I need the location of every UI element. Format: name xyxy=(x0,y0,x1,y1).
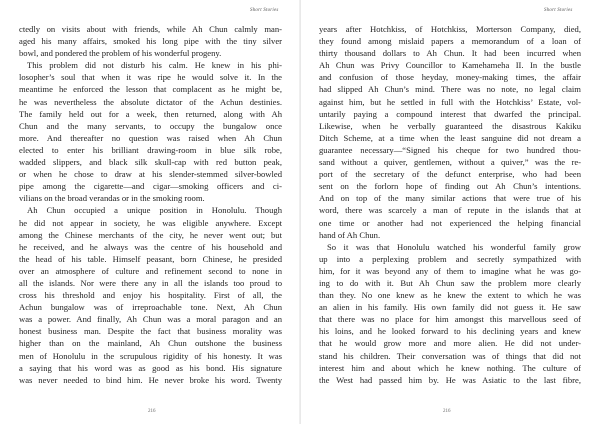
text-line: he received, and he always was the centre of his household and xyxy=(19,241,282,252)
text-line: that there was no place for him amongst this marvellous seed of xyxy=(319,314,581,325)
text-line: they found among mislaid papers a memorandum of a loan of xyxy=(319,36,581,47)
text-line: more. And thereafter no question was raised when Ah Chun xyxy=(19,132,282,143)
text-line: sand without a quiver, gentlemen, without a quiver,” was the re- xyxy=(319,157,581,168)
text-line: sent on the forlorn hope of finding out Ah Chun’s intentions. xyxy=(319,181,581,192)
text-line: among the Chinese merchants of the city, he never went out; but xyxy=(19,229,282,240)
text-line: thirty thousand dollars to Ah Chun. It had been incurred when xyxy=(319,48,581,59)
right-page xyxy=(300,0,600,424)
text-line: aged his many affairs, smoked his long pipe with the tiny silver xyxy=(19,36,282,47)
text-line: Chun and the many servants, to occupy the bungalow once xyxy=(19,120,282,131)
text-line: years after Hotchkiss, of Hotchkiss, Morterson Company, died, xyxy=(319,24,581,34)
text-line: all the islands. Nor were there any in all the islands too proud to xyxy=(19,277,282,288)
text-line: the head of his table. Himself peasant, born Chinese, he presided xyxy=(19,253,282,264)
text-line: Ah Chun occupied a unique position in Honolulu. Though xyxy=(27,205,282,216)
text-line: And on top of the many similar actions that were true of his xyxy=(319,193,581,204)
text-line: word, there was scarcely a man of repute in the islands that at xyxy=(319,205,581,216)
text-line: So it was that Honolulu watched his wonderful family grow xyxy=(327,241,581,252)
text-line: he did not appear in society, he was eligible anywhere. Except xyxy=(19,217,282,228)
text-line: against him, but he settled in full with the Hotchkiss’ Estate, vol- xyxy=(319,96,581,107)
text-line: stand his children. Their conversation was of things that did not xyxy=(319,350,581,361)
text-line: up into a perplexing problem and secretly sympathized with xyxy=(319,253,581,264)
text-line: Likewise, when he verbally guaranteed the disastrous Kakiku xyxy=(319,120,581,131)
text-line: guarantee necessary—“Signed his cheque for two hundred thou- xyxy=(319,144,581,155)
text-line: ing to do with it. But Ah Chun saw the problem more clearly xyxy=(319,277,581,288)
page-number: 216 xyxy=(148,409,156,414)
text-line: a saying that his word was as good as his bond. His signature xyxy=(19,362,282,373)
text-line: one time or another had not experienced the helping financial xyxy=(319,217,581,228)
text-line: port of the secretary of the defunct enterprise, who had been xyxy=(319,169,581,180)
running-head: Short Stories xyxy=(544,8,573,13)
text-line: him, for it was beyond any of them to imagine what he was go- xyxy=(319,265,581,276)
running-head: Short Stories xyxy=(250,8,279,13)
text-line: hand of Ah Chun. xyxy=(319,229,381,240)
text-line: the West had passed him by. He was Asiatic to the last fibre, xyxy=(319,374,581,385)
text-line: Ditch Scheme, at a time when the least sanguine did not dream a xyxy=(319,132,581,143)
body-text xyxy=(19,23,282,386)
text-line: was a power. And finally, Ah Chun was a moral paragon and an xyxy=(19,314,282,325)
text-line: that he would grow more and more alien. He did not under- xyxy=(319,338,581,349)
text-line: elected to enter his brilliant drawing-room in blue silk robe, xyxy=(19,144,282,155)
text-line: cross his threshold and enjoy his hospitality. First of all, the xyxy=(19,290,282,301)
text-line: an alien in his family. His own family did not guess it. He saw xyxy=(319,302,581,313)
text-line: Achun bungalow was of irreproachable tone. Next, Ah Chun xyxy=(19,302,282,313)
text-line: he was nevertheless the absolute dictator of the Achun destinies. xyxy=(19,96,282,107)
text-line: and confusion of those heyday, money-making times, the affair xyxy=(319,72,581,83)
text-line: was never needed to bind him. He never broke his word. Twenty xyxy=(19,374,282,385)
text-line: This problem did not disturb his calm. He knew in his phi- xyxy=(27,60,282,71)
text-line: or when he chose to draw at his slender-stemmed silver-bowled xyxy=(19,169,282,180)
text-line: bowl, and pondered the problem of his wonderful progeny. xyxy=(19,48,222,59)
page-number: 216 xyxy=(443,409,451,414)
text-line: The family held out for a week, then returned, along with Ah xyxy=(19,108,282,119)
text-line: higher than on the mainland, Ah Chun outshone the business xyxy=(19,338,282,349)
text-line: Ah Chun was Privy Councillor to Kamehameha II. In the bustle xyxy=(319,60,581,71)
text-line: wadded slippers, and black silk skull-cap with red button peak, xyxy=(19,157,282,168)
text-line: vilians on the broad verandas or in the smoking room. xyxy=(19,193,205,204)
text-line: his loins, and he looked forward to his declining years and knew xyxy=(319,326,581,337)
text-line: untarily paying a compound interest that dwarfed the principal. xyxy=(319,108,581,119)
body-text xyxy=(319,23,581,386)
text-line: over an atmosphere of culture and refinement second to none in xyxy=(19,265,282,276)
text-line: men of Honolulu in the scrupulous rigidity of his honesty. It was xyxy=(19,350,282,361)
text-line: than they. No one knew as he knew the extent to which he was xyxy=(319,290,581,301)
text-line: honest business man. Despite the fact that business morality was xyxy=(19,326,282,337)
text-line: had slipped Ah Chun’s mind. There was no note, no legal claim xyxy=(319,84,581,95)
text-line: pipe among the cigarette—and cigar—smoking officers and ci- xyxy=(19,181,282,192)
text-line: interest him and about which he knew nothing. The culture of xyxy=(319,362,581,373)
text-line: ctedly on visits about with friends, while Ah Chun calmly man- xyxy=(19,24,282,34)
text-line: losopher’s soul that when it was ripe he would solve it. In the xyxy=(19,72,282,83)
text-line: meantime he enforced the lesson that complacent as he might be, xyxy=(19,84,282,95)
